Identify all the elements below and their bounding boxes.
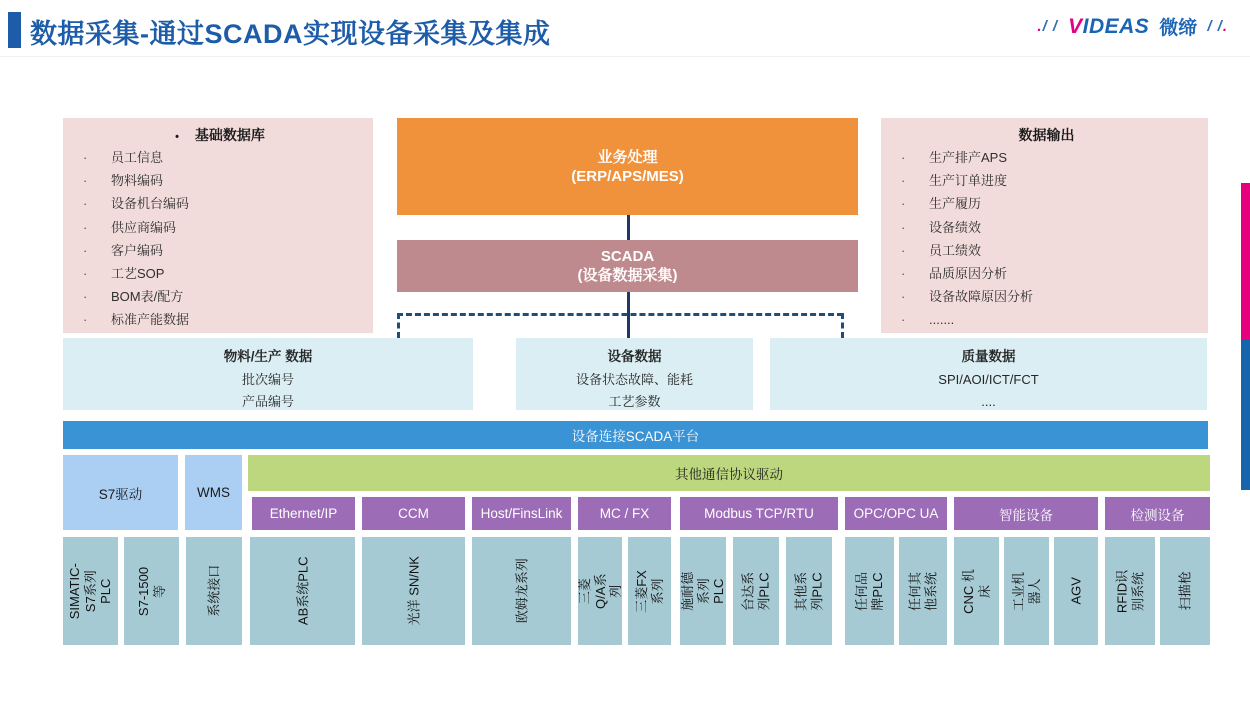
panel-title: 数据输出 bbox=[1018, 127, 1075, 143]
list-item: · 设备绩效 bbox=[895, 216, 1198, 239]
device-box bbox=[63, 537, 118, 645]
device-box bbox=[1004, 537, 1049, 645]
device-label: 任何其他系统 bbox=[907, 571, 938, 611]
brand-name-cn: 微缔 bbox=[1159, 18, 1198, 39]
dashed-bracket-left bbox=[397, 313, 400, 338]
device-box bbox=[1160, 537, 1210, 645]
protocol-box: 智能设备 bbox=[954, 497, 1098, 530]
data-output-panel bbox=[881, 118, 1208, 333]
device-data-box bbox=[516, 338, 753, 410]
brand-logo bbox=[1037, 13, 1228, 40]
device-box bbox=[845, 537, 894, 645]
protocol-box: 检测设备 bbox=[1105, 497, 1210, 530]
page-title: 数据采集-通过SCADA实现设备采集及集成 bbox=[30, 19, 551, 49]
device-label: S7-1500等 bbox=[136, 566, 167, 616]
device-label: 台达系列PLC bbox=[740, 571, 771, 611]
device-box bbox=[733, 537, 779, 645]
protocol-box: Ethernet/IP bbox=[252, 497, 355, 530]
device-label: 扫描枪 bbox=[1177, 571, 1193, 611]
device-label: RFID识别系统 bbox=[1114, 569, 1145, 613]
device-box bbox=[578, 537, 622, 645]
device-label: 工业机器人 bbox=[1011, 571, 1042, 611]
device-box bbox=[1054, 537, 1098, 645]
scada-line2: (设备数据采集) bbox=[577, 267, 678, 284]
material-production-data-box bbox=[63, 338, 473, 410]
device-label: 其他系列PLC bbox=[793, 571, 824, 611]
device-box bbox=[472, 537, 571, 645]
device-box bbox=[124, 537, 179, 645]
device-box bbox=[250, 537, 355, 645]
device-label: AGV bbox=[1068, 577, 1084, 605]
list-item: · 员工绩效 bbox=[895, 239, 1198, 262]
list-item: · 品质原因分析 bbox=[895, 262, 1198, 285]
device-label: SIMATIC-S7系列PLC bbox=[67, 562, 114, 620]
title-accent-bar bbox=[8, 12, 21, 48]
device-label: 欧姆龙系列 bbox=[513, 558, 529, 624]
data-box-line: 产品编号 bbox=[241, 393, 294, 409]
list-item: · 员工信息 bbox=[77, 146, 363, 169]
device-box bbox=[899, 537, 947, 645]
device-box bbox=[362, 537, 465, 645]
scada-box bbox=[397, 240, 858, 292]
logo-right-slashes-icon: / /. bbox=[1207, 18, 1228, 35]
list-item: · 客户编码 bbox=[77, 239, 363, 262]
business-process-box bbox=[397, 118, 858, 215]
scada-line1: SCADA bbox=[600, 248, 655, 265]
list-item: · BOM表/配方 bbox=[77, 285, 363, 308]
other-protocol-bar: 其他通信协议驱动 bbox=[248, 455, 1210, 491]
device-box bbox=[1105, 537, 1155, 645]
protocol-box: Host/FinsLink bbox=[472, 497, 571, 530]
s7-driver-box: S7驱动 bbox=[63, 455, 178, 530]
device-box bbox=[954, 537, 999, 645]
device-box bbox=[786, 537, 832, 645]
device-label: 施耐德系列PLC bbox=[679, 571, 726, 611]
header-divider bbox=[0, 56, 1250, 57]
device-box bbox=[628, 537, 671, 645]
protocol-box: Modbus TCP/RTU bbox=[680, 497, 838, 530]
platform-bar: 设备连接SCADA平台 bbox=[63, 421, 1208, 449]
connector-line bbox=[627, 215, 630, 240]
brand-name: VIDEAS bbox=[1068, 14, 1150, 38]
wms-box: WMS bbox=[185, 455, 242, 530]
device-label: 三菱Q/A系列 bbox=[576, 573, 623, 609]
list-item: · 供应商编码 bbox=[77, 216, 363, 239]
list-item: · 生产排产APS bbox=[895, 146, 1198, 169]
business-process-line2: (ERP/APS/MES) bbox=[571, 167, 684, 185]
data-box-line: .... bbox=[981, 393, 996, 409]
protocol-box: OPC/OPC UA bbox=[845, 497, 947, 530]
list-item: · 工艺SOP bbox=[77, 262, 363, 285]
device-label: 三菱FX系列 bbox=[634, 569, 665, 613]
data-box-line: SPI/AOI/ICT/FCT bbox=[938, 372, 1039, 387]
device-label: 光洋 SN/NK bbox=[405, 556, 421, 626]
data-box-title: 设备数据 bbox=[607, 349, 662, 364]
data-box-title: 质量数据 bbox=[961, 349, 1016, 364]
data-box-title: 物料/生产 数据 bbox=[223, 349, 313, 364]
device-label: AB系统PLC bbox=[294, 556, 310, 626]
data-box-line: 设备状态故障、能耗 bbox=[575, 372, 693, 387]
protocol-box: CCM bbox=[362, 497, 465, 530]
dashed-bracket-horizontal bbox=[397, 313, 843, 316]
device-label: 系统接口 bbox=[206, 565, 222, 618]
device-box bbox=[680, 537, 726, 645]
base-database-list bbox=[77, 146, 363, 332]
data-output-list bbox=[895, 146, 1198, 332]
edge-accent-blue bbox=[1241, 340, 1250, 490]
list-item: · 设备机台编码 bbox=[77, 192, 363, 215]
dashed-bracket-right bbox=[841, 313, 844, 338]
list-item: · 生产订单进度 bbox=[895, 169, 1198, 192]
device-label: 任何品牌PLC bbox=[854, 571, 885, 611]
logo-left-slashes-icon: ./ / bbox=[1037, 18, 1059, 35]
list-item: · 生产履历 bbox=[895, 192, 1198, 215]
protocol-box: MC / FX bbox=[578, 497, 671, 530]
list-item: · ....... bbox=[895, 308, 1198, 331]
list-item: · 物料编码 bbox=[77, 169, 363, 192]
edge-accent-pink bbox=[1241, 183, 1250, 340]
device-label: CNC 机床 bbox=[961, 568, 992, 614]
list-item: · 设备故障原因分析 bbox=[895, 285, 1198, 308]
quality-data-box bbox=[770, 338, 1207, 410]
business-process-line1: 业务处理 bbox=[597, 148, 658, 166]
device-box bbox=[186, 537, 242, 645]
list-item: · 标准产能数据 bbox=[77, 308, 363, 331]
panel-title: • 基础数据库 bbox=[175, 127, 265, 143]
base-database-panel bbox=[63, 118, 373, 333]
data-box-line: 批次编号 bbox=[241, 372, 294, 387]
data-box-line: 工艺参数 bbox=[608, 393, 661, 409]
